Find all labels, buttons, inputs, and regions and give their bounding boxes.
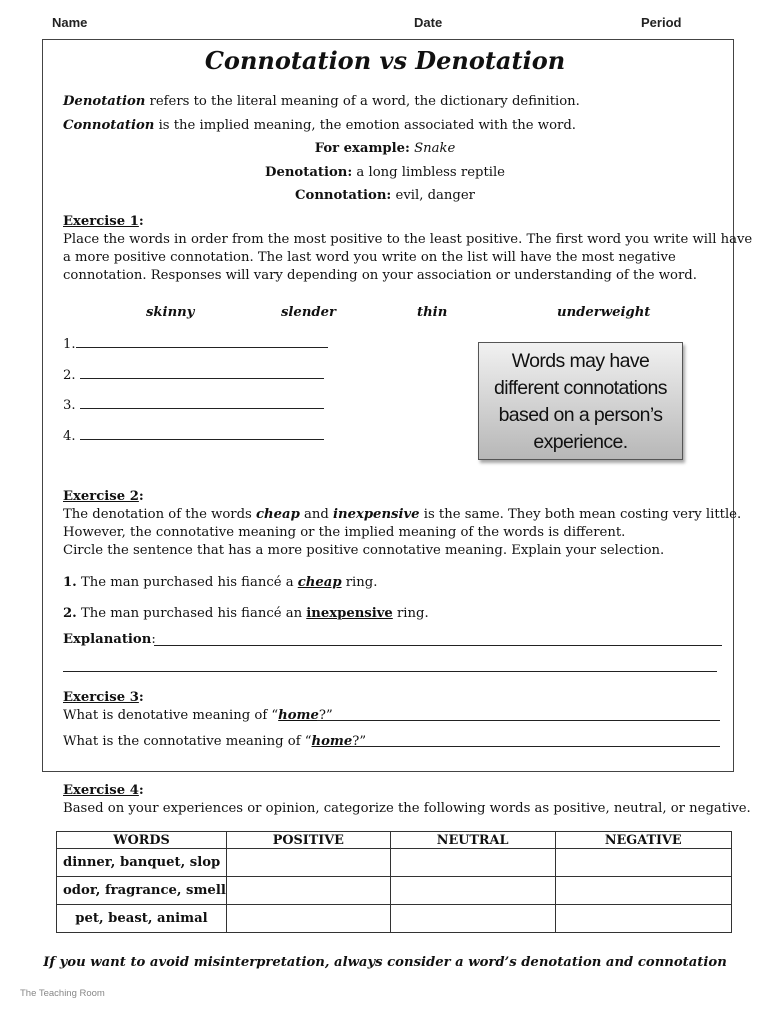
blank-2-number: 2. <box>63 368 76 383</box>
exercise3-q1-word: home <box>278 708 319 723</box>
example-denotation-text: a long limbless reptile <box>356 165 505 180</box>
callout-line-3: based on a person’s <box>498 404 663 426</box>
blank-2[interactable] <box>63 367 324 385</box>
explanation-line-1[interactable] <box>154 645 722 646</box>
example-denotation <box>0 165 770 180</box>
exercise3-heading-text: Exercise 3 <box>63 690 139 705</box>
worksheet-title: Connotation vs Denotation <box>204 46 566 75</box>
row-words: pet, beast, animal <box>57 905 227 933</box>
denotation-term: Denotation <box>63 94 146 109</box>
exercise4-colon: : <box>138 783 144 798</box>
date-label: Date <box>414 15 443 30</box>
example-connotation-label: Connotation: <box>295 188 392 203</box>
blank-4[interactable] <box>63 428 324 446</box>
word-slender: slender <box>281 305 336 320</box>
exercise2-line1-b: and <box>299 507 333 522</box>
connotation-text: is the implied meaning, the emotion associated with the word. <box>154 118 576 133</box>
exercise2-colon: : <box>138 489 144 504</box>
explanation-row <box>63 631 156 649</box>
sentence-1[interactable] <box>63 574 377 592</box>
sentence-2-word: inexpensive <box>306 606 393 621</box>
name-label: Name <box>52 15 88 30</box>
exercise3-heading <box>63 689 144 707</box>
exercise3-q2-b: ?” <box>352 734 367 749</box>
blank-1[interactable] <box>63 336 328 354</box>
exercise4-instructions: Based on your experiences or opinion, categorize the following words as positive, neutral, or negative. <box>63 801 751 816</box>
exercise2-line-3: Circle the sentence that has a more positive connotative meaning. Explain your selection. <box>63 543 665 558</box>
example-connotation-text: evil, danger <box>395 188 475 203</box>
blank-1-line[interactable] <box>76 336 328 348</box>
word-cheap: cheap <box>256 507 300 522</box>
cell-positive[interactable] <box>227 877 391 905</box>
col-words: WORDS <box>57 832 227 849</box>
cell-negative[interactable] <box>555 877 731 905</box>
cell-negative[interactable] <box>555 905 731 933</box>
table-header-row <box>57 832 732 849</box>
explanation-label: Explanation <box>63 632 152 647</box>
blank-3-number: 3. <box>63 398 76 413</box>
table-row <box>57 849 732 877</box>
explanation-line-2[interactable] <box>63 671 717 672</box>
blank-4-line[interactable] <box>80 428 324 440</box>
exercise3-question-1 <box>63 707 333 725</box>
blank-3[interactable] <box>63 397 324 415</box>
cell-positive[interactable] <box>227 905 391 933</box>
exercise3-question-2 <box>63 733 366 751</box>
connotation-term: Connotation <box>63 118 155 133</box>
exercise2-heading-text: Exercise 2 <box>63 489 139 504</box>
example-word: Snake <box>414 141 456 156</box>
table-row <box>57 905 732 933</box>
sentence-1-a: The man purchased his fiancé a <box>76 575 298 590</box>
blank-3-line[interactable] <box>80 397 324 409</box>
blank-4-number: 4. <box>63 429 76 444</box>
denotation-text: refers to the literal meaning of a word, the dictionary definition. <box>145 94 580 109</box>
exercise1-instruction-3: connotation. Responses will vary depending on your association or understanding of the word. <box>63 268 697 283</box>
exercise3-q1-b: ?” <box>318 708 333 723</box>
sentence-2-number: 2. <box>63 606 77 621</box>
exercise2-line-1 <box>63 506 741 524</box>
credit-text: The Teaching Room <box>20 988 105 999</box>
sentence-2[interactable] <box>63 605 429 623</box>
callout-line-4: experience. <box>533 431 628 453</box>
exercise1-instruction-2: a more positive connotation. The last word you write on the list will have the most negative <box>63 250 676 265</box>
word-thin: thin <box>417 305 448 320</box>
cell-positive[interactable] <box>227 849 391 877</box>
exercise2-line1-c: is the same. They both mean costing very little. <box>419 507 742 522</box>
sentence-1-number: 1. <box>63 575 77 590</box>
cell-neutral[interactable] <box>390 877 555 905</box>
period-label: Period <box>641 15 682 30</box>
row-words: odor, fragrance, smell <box>57 877 227 905</box>
callout-line-1: Words may have <box>511 350 650 372</box>
example-label: For example: <box>314 141 410 156</box>
word-underweight: underweight <box>557 305 651 320</box>
cell-neutral[interactable] <box>390 849 555 877</box>
exercise2-line-2: However, the connotative meaning or the implied meaning of the words is different. <box>63 525 626 540</box>
sentence-1-word: cheap <box>297 575 342 590</box>
sentence-1-b: ring. <box>341 575 378 590</box>
connotation-definition <box>63 117 576 135</box>
exercise3-q2-word: home <box>311 734 353 749</box>
blank-1-number: 1. <box>63 337 76 352</box>
word-inexpensive: inexpensive <box>332 507 420 522</box>
col-negative: NEGATIVE <box>555 832 731 849</box>
exercise4-heading <box>63 782 144 800</box>
callout-box <box>478 342 683 460</box>
exercise3-answer-line-2[interactable] <box>351 746 720 747</box>
callout-line-2: different connotations <box>494 377 667 399</box>
col-positive: POSITIVE <box>227 832 391 849</box>
explanation-colon: : <box>151 632 156 647</box>
sentence-2-a: The man purchased his fiancé an <box>76 606 307 621</box>
table-row <box>57 877 732 905</box>
exercise2-heading <box>63 488 144 506</box>
exercise3-colon: : <box>138 690 144 705</box>
sentence-2-b: ring. <box>392 606 429 621</box>
exercise1-heading <box>63 213 144 231</box>
exercise3-q1-a: What is denotative meaning of “ <box>63 708 279 723</box>
exercise1-colon: : <box>138 214 144 229</box>
word-skinny: skinny <box>146 305 195 320</box>
col-neutral: NEUTRAL <box>390 832 555 849</box>
example-connotation <box>0 188 770 203</box>
cell-neutral[interactable] <box>390 905 555 933</box>
cell-negative[interactable] <box>555 849 731 877</box>
denotation-definition <box>63 93 580 111</box>
exercise1-instruction-1: Place the words in order from the most positive to the least positive. The first word you write will have <box>63 232 753 247</box>
blank-2-line[interactable] <box>80 367 324 379</box>
exercise3-q2-a: What is the connotative meaning of “ <box>63 734 312 749</box>
exercise1-heading-text: Exercise 1 <box>63 214 139 229</box>
exercise4-heading-text: Exercise 4 <box>63 783 139 798</box>
category-table <box>56 831 732 933</box>
exercise3-answer-line-1[interactable] <box>317 720 720 721</box>
example-line <box>0 141 770 156</box>
exercise2-line1-a: The denotation of the words <box>63 507 257 522</box>
footer-tip: If you want to avoid misinterpretation, always consider a word’s denotation and connotation <box>43 955 727 970</box>
example-denotation-label: Denotation: <box>265 165 353 180</box>
row-words: dinner, banquet, slop <box>57 849 227 877</box>
